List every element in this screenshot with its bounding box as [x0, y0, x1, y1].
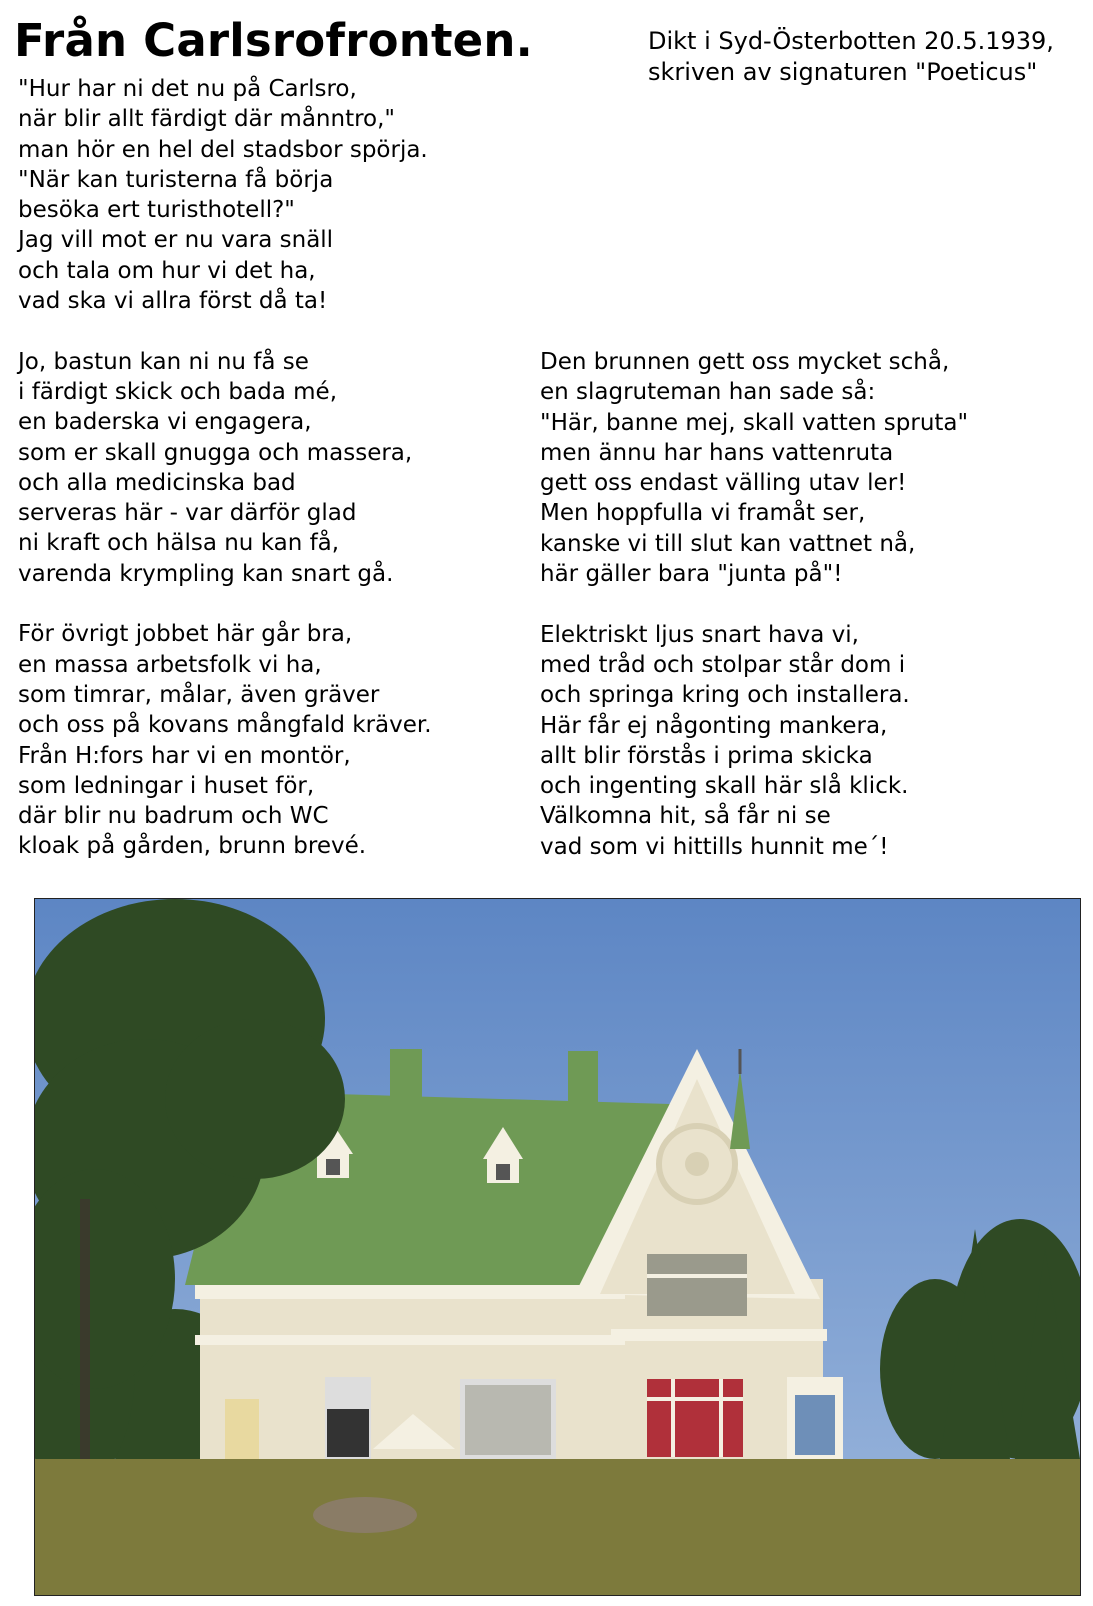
- poem-stanza: [18, 347, 432, 589]
- poem-line: "Här, banne mej, skall vatten spruta": [540, 409, 969, 436]
- poem-line: och oss på kovans mångfald kräver.: [18, 712, 432, 739]
- poem-line: en baderska vi engagera,: [18, 409, 312, 436]
- poem-line: man hör en hel del stadsbor spörja.: [18, 136, 428, 163]
- poem-line: gett oss endast välling utav ler!: [540, 470, 907, 497]
- poem-line: med tråd och stolpar står dom i: [540, 651, 906, 678]
- poem-line: Elektriskt ljus snart hava vi,: [540, 621, 859, 648]
- poem-line: Jo, bastun kan ni nu få se: [18, 348, 309, 375]
- poem-line: och springa kring och installera.: [540, 682, 910, 709]
- poem-line: en massa arbetsfolk vi ha,: [18, 651, 322, 678]
- poem-left-column: [18, 74, 432, 892]
- poem-line: Här får ej någonting mankera,: [540, 712, 888, 739]
- poem-line: kanske vi till slut kan vattnet nå,: [540, 530, 916, 557]
- poem-line: "Hur har ni det nu på Carlsro,: [18, 76, 357, 102]
- boulder: [313, 1497, 417, 1533]
- poem-line: men ännu har hans vattenruta: [540, 439, 894, 466]
- building-photo-illustration: [35, 899, 1081, 1596]
- poem-line: besöka ert turisthotell?": [18, 197, 295, 224]
- document-title: Från Carlsrofronten.: [14, 14, 533, 67]
- building-photo: [34, 898, 1081, 1596]
- poem-line: här gäller bara "junta på"!: [540, 561, 843, 588]
- document-subtitle: [648, 26, 1054, 88]
- poem-stanza: [540, 620, 968, 862]
- subtitle-line-2: skriven av signaturen "Poeticus": [648, 58, 1038, 86]
- poem-stanza: [540, 347, 968, 589]
- poem-line: serveras här - var därför glad: [18, 500, 357, 527]
- meadow: [35, 1459, 1081, 1596]
- subtitle-line-1: Dikt i Syd-Österbotten 20.5.1939,: [648, 27, 1054, 55]
- poem-line: Men hoppfulla vi framåt ser,: [540, 500, 866, 527]
- poem-line: Välkomna hit, så får ni se: [540, 803, 831, 830]
- poem-right-column: [540, 347, 968, 892]
- poem-line: Den brunnen gett oss mycket schå,: [540, 349, 950, 375]
- poem-line: och alla medicinska bad: [18, 469, 296, 496]
- poem-line: varenda krympling kan snart gå.: [18, 560, 394, 587]
- poem-line: där blir nu badrum och WC: [18, 803, 329, 830]
- poem-line: "När kan turisterna få börja: [18, 166, 334, 193]
- poem-line: när blir allt färdigt där månntro,": [18, 106, 395, 133]
- poem-line: Från H:fors har vi en montör,: [18, 742, 351, 769]
- poem-line: För övrigt jobbet här går bra,: [18, 621, 353, 648]
- poem-line: vad ska vi allra först då ta!: [18, 288, 328, 315]
- poem-line: allt blir förstås i prima skicka: [540, 742, 873, 769]
- poem-line: Jag vill mot er nu vara snäll: [18, 227, 334, 254]
- poem-line: som timrar, målar, även gräver: [18, 681, 380, 708]
- poem-line: och tala om hur vi det ha,: [18, 257, 316, 284]
- poem-stanza: [18, 74, 432, 316]
- poem-line: och ingenting skall här slå klick.: [540, 773, 909, 800]
- poem-stanza: [18, 619, 432, 861]
- poem-line: ni kraft och hälsa nu kan få,: [18, 530, 340, 557]
- poem-line: i färdigt skick och bada mé,: [18, 378, 338, 405]
- poem-line: kloak på gården, brunn brevé.: [18, 833, 367, 860]
- poem-line: en slagruteman han sade så:: [540, 379, 876, 406]
- poem-line: som ledningar i huset för,: [18, 772, 315, 799]
- poem-line: som er skall gnugga och massera,: [18, 439, 413, 466]
- poem-line: vad som vi hittills hunnit me´!: [540, 833, 889, 860]
